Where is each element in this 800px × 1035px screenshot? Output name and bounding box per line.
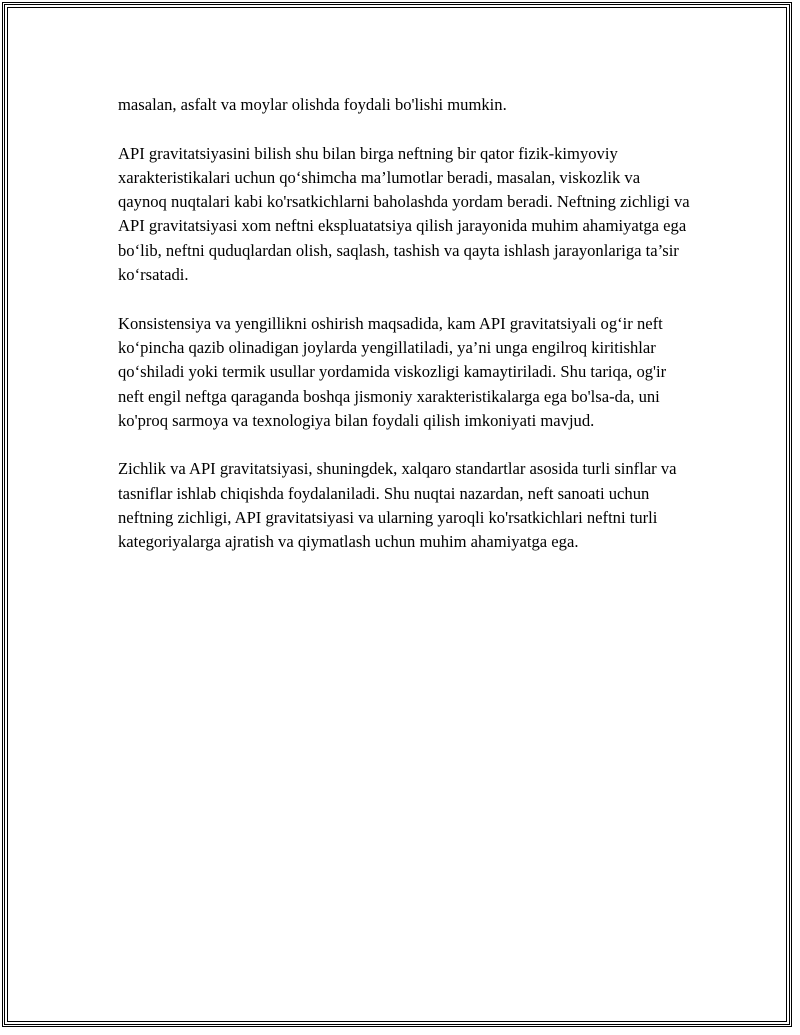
paragraph-4: Zichlik va API gravitatsiyasi, shuningdek, xalqaro standartlar asosida turli sinflar va tasniflar ishlab chiqishda foydalaniladi. Shu nuqtai nazardan, neft sanoati uchun neftning zichligi, API gravitatsiyasi va ularning yaroqli ko'rsatkichlari neftni turli kategoriyalarga ajratish va qiymatlash uchun muhim ahamiyatga ega.	[118, 459, 677, 552]
paragraph-2: API gravitatsiyasini bilish shu bilan birga neftning bir qator fizik-kimyoviy xarakteristikalari uchun qo‘shimcha ma’lumotlar beradi, masalan, viskozlik va qaynoq nuqtalari kabi ko'rsatkichlarni baholashda yordam beradi. Neftning zichligi va API gravitatsiyasi xom neftni ekspluatatsiya qilish jarayonida muhim ahamiyatga ega bo‘lib, neftni quduqlardan olish, saqlash, tashish va qayta ishlash jarayonlariga ta’sir ko‘rsatadi.	[118, 143, 690, 285]
paragraph-3: Konsistensiya va yengillikni oshirish maqsadida, kam API gravitatsiyali og‘ir neft ko‘pincha qazib olinadigan joylarda yengillatiladi, ya’ni unga engilroq kiritishlar qo‘shiladi yoki termik usullar yordamida viskozligi kamaytiriladi. Shu tariqa, og'ir neft engil neftga qaraganda boshqa jismoniy xarakteristikalarga ega bo'lsa-da, uni ko'proq sarmoya va texnologiya bilan foydali qilish imkoniyati mavjud.	[118, 313, 667, 430]
document-body	[118, 93, 693, 579]
paragraph-1: masalan, asfalt va moylar olishda foydali bo'lishi mumkin.	[118, 95, 507, 114]
